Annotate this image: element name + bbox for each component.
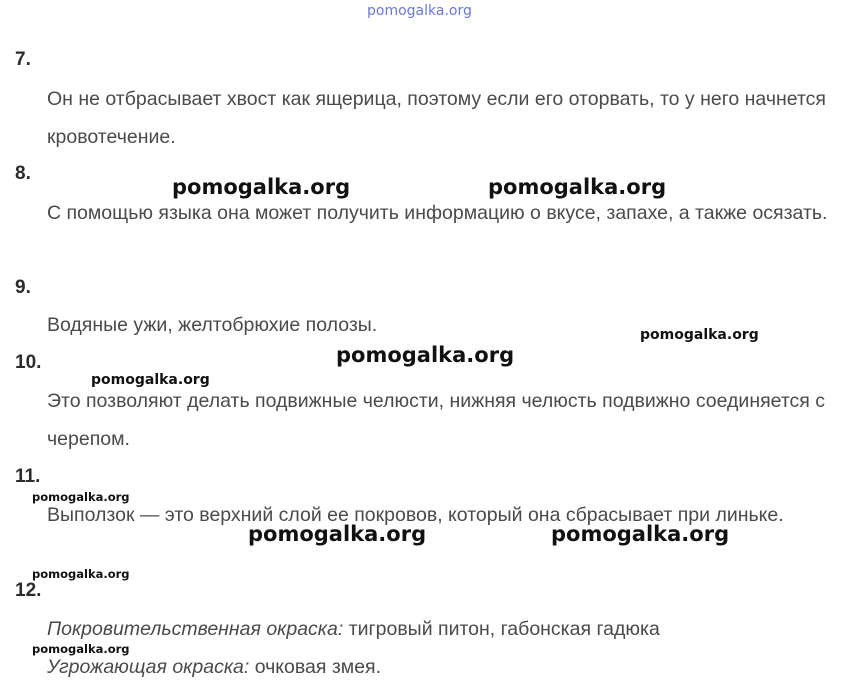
item-text-8: С помощью языка она может получить информацию о вкусе, запахе, а также осязать.: [47, 202, 828, 224]
item-12-value-protective: тигровый питон, габонская гадюка: [343, 618, 660, 640]
item-number-9: 9.: [15, 277, 31, 298]
item-number-11: 11.: [15, 466, 41, 487]
item-number-7: 7.: [15, 49, 31, 70]
item-text-11: Выползок — это верхний слой ее покровов, который она сбрасывает при линьке.: [47, 504, 784, 526]
item-number-8: 8.: [15, 163, 31, 184]
watermark: pomogalka.org: [640, 327, 759, 343]
item-text-12-line2: [47, 648, 847, 686]
watermark: pomogalka.org: [336, 343, 515, 367]
item-number-10: 10.: [15, 352, 42, 373]
item-text-10: Это позволяют делать подвижные челюсти, нижняя челюсть подвижно соединяется с черепом.: [47, 390, 826, 450]
watermark: pomogalka.org: [551, 522, 730, 546]
watermark: pomogalka.org: [248, 522, 427, 546]
watermark: pomogalka.org: [32, 490, 130, 504]
item-text-7: Он не отбрасывает хвост как ящерица, поэтому если его оторвать, то у него начнется кровотечение.: [47, 88, 826, 148]
watermark: pomogalka.org: [91, 372, 210, 388]
item-12-label-protective: Покровительственная окраска:: [47, 618, 344, 640]
watermark-top: pomogalka.org: [367, 3, 472, 19]
item-text-9: Водяные ужи, желтобрюхие полозы.: [47, 314, 378, 336]
watermark: pomogalka.org: [32, 642, 130, 656]
item-number-12: 12.: [15, 580, 42, 601]
watermark: pomogalka.org: [488, 175, 667, 199]
item-12-label-threatening: Угрожающая окраска:: [47, 656, 250, 678]
watermark: pomogalka.org: [172, 175, 351, 199]
item-text-12-line1: [47, 610, 847, 648]
watermark: pomogalka.org: [32, 567, 130, 581]
item-12-value-threatening: очковая змея.: [249, 656, 382, 678]
